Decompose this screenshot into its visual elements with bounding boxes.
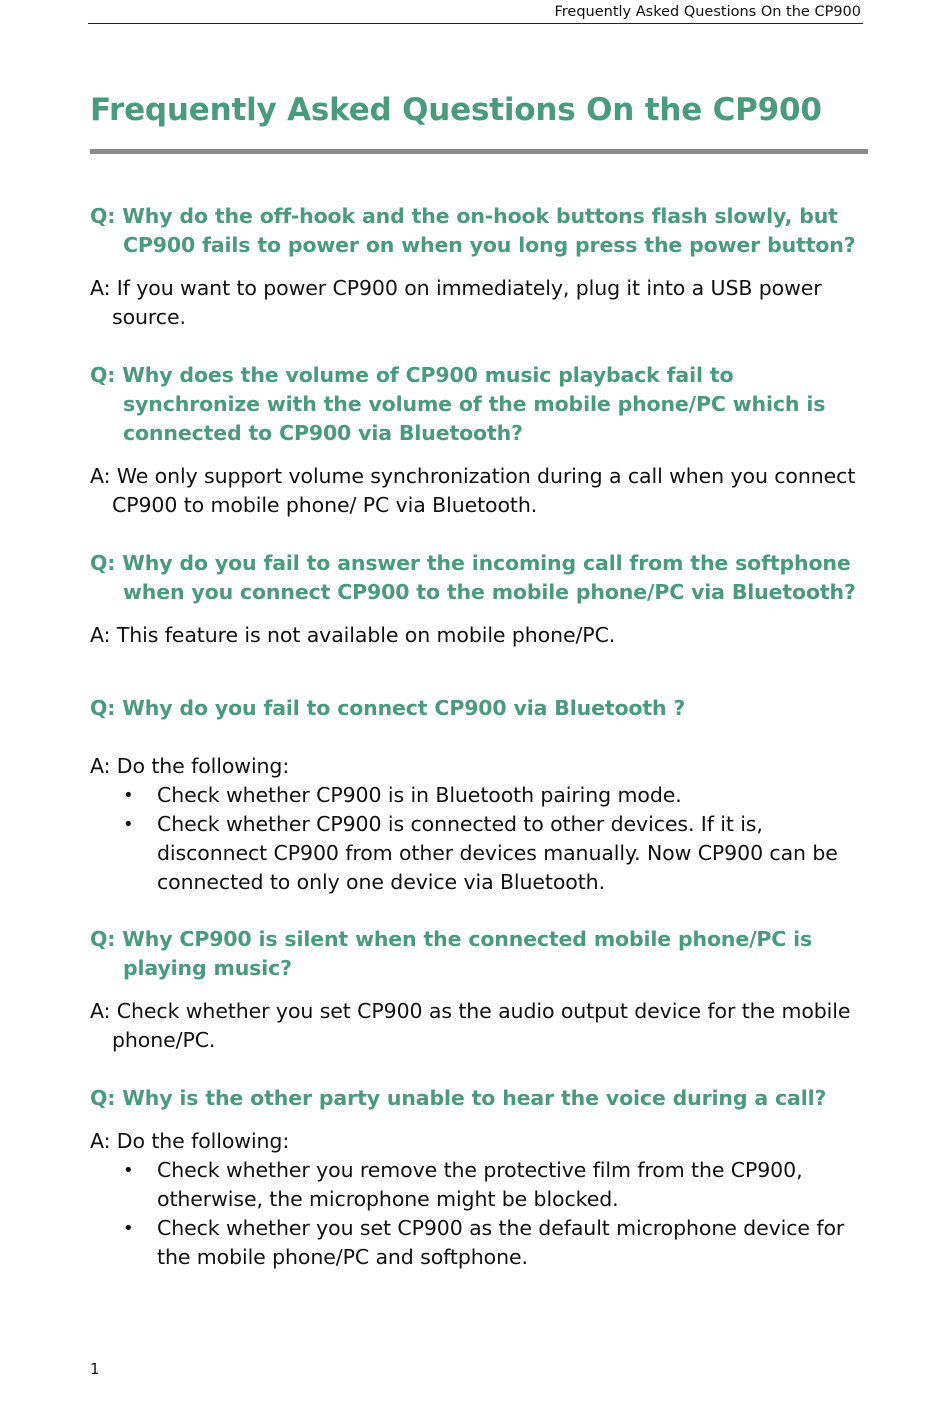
faq-answer: A: Check whether you set CP900 as the audio output device for the mobile phone/PC. (90, 999, 851, 1052)
bullet-icon: • (123, 785, 134, 806)
faq-answer: A: Do the following: (90, 1129, 290, 1153)
list-item-text: Check whether CP900 is in Bluetooth pairing mode. (157, 783, 682, 807)
faq-question: Q: Why CP900 is silent when the connected mobile phone/PC is playing music? (90, 927, 813, 980)
faq-answer: A: If you want to power CP900 on immediately, plug it into a USB power source. (90, 276, 822, 329)
title-divider (90, 149, 868, 154)
list-item-text: Check whether you set CP900 as the default microphone device for the mobile phone/PC and softphone. (157, 1216, 845, 1269)
bullet-icon: • (123, 1160, 134, 1181)
bullet-list (90, 781, 860, 897)
faq-answer: A: We only support volume synchronization during a call when you connect CP900 to mobile phone/ PC via Bluetooth. (90, 464, 856, 517)
faq-question: Q: Why is the other party unable to hear the voice during a call? (90, 1086, 827, 1110)
faq-item-silent-music (90, 925, 860, 1055)
bullet-icon: • (123, 814, 134, 835)
faq-answer: A: Do the following: (90, 754, 290, 778)
list-item-text: Check whether you remove the protective film from the CP900, otherwise, the microphone might be blocked. (157, 1158, 803, 1211)
faq-question: Q: Why do the off-hook and the on-hook buttons flash slowly, but CP900 fails to power on when you long press the power button? (90, 204, 856, 257)
faq-item-bluetooth-connect (90, 694, 860, 897)
bullet-list (90, 1156, 860, 1272)
faq-answer: A: This feature is not available on mobile phone/PC. (90, 623, 616, 647)
faq-item-volume-sync (90, 361, 860, 520)
list-item (90, 810, 860, 897)
list-item (90, 1214, 860, 1272)
list-item-text: Check whether CP900 is connected to other devices. If it is, disconnect CP900 from other devices manually. Now CP900 can be connected to only one device via Bluetooth. (157, 812, 838, 894)
faq-item-incoming-call (90, 549, 860, 650)
page-title: Frequently Asked Questions On the CP900 (90, 92, 822, 128)
list-item (90, 1156, 860, 1214)
list-item (90, 781, 860, 810)
running-header: Frequently Asked Questions On the CP900 (88, 0, 863, 24)
page-number: 1 (90, 1360, 100, 1378)
bullet-icon: • (123, 1218, 134, 1239)
faq-item-power-on (90, 202, 860, 332)
faq-question: Q: Why do you fail to connect CP900 via Bluetooth ? (90, 696, 686, 720)
faq-question: Q: Why does the volume of CP900 music playback fail to synchronize with the volume of the mobile phone/PC which is connected to CP900 via Bluetooth? (90, 363, 826, 445)
faq-item-other-party-voice (90, 1084, 860, 1272)
faq-question: Q: Why do you fail to answer the incoming call from the softphone when you connect CP900 to the mobile phone/PC via Bluetooth? (90, 551, 856, 604)
